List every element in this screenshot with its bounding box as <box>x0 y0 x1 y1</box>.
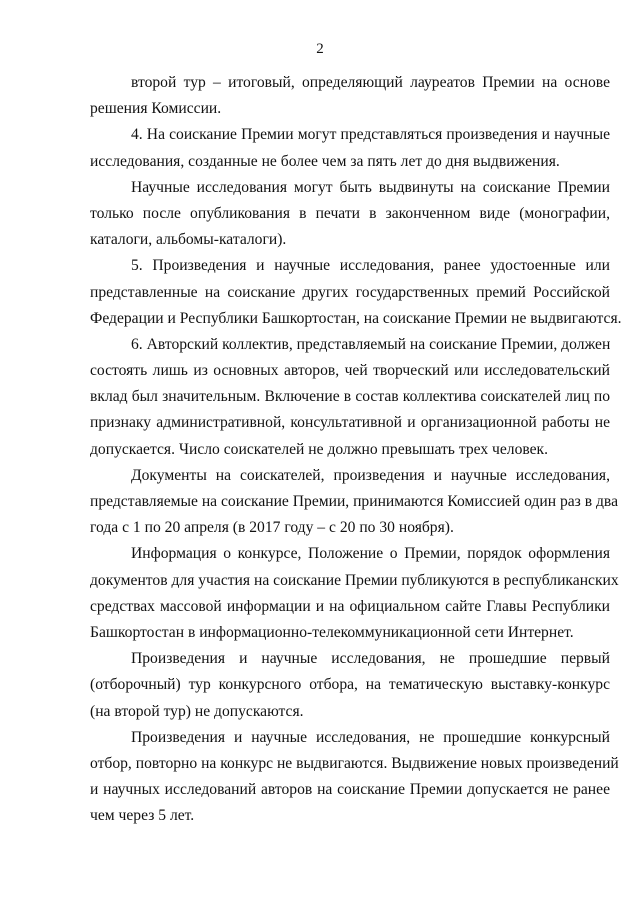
text-line: признаку административной, консультативной и организационной работы не <box>90 414 610 432</box>
text-line: только после опубликования в печати в законченном виде (монографии, <box>90 204 610 222</box>
text-line: (на второй тур) не допускаются. <box>90 702 304 720</box>
page-number: 2 <box>316 41 324 57</box>
text-line: 4. На соискание Премии могут представляться произведения и научные <box>131 126 610 144</box>
text-line: чем через 5 лет. <box>90 807 195 825</box>
text-line: Документы на соискателей, произведения и научные исследования, <box>131 466 610 484</box>
text-line: и научных исследований авторов на соискание Премии допускается не ранее <box>90 781 610 799</box>
text-line: средствах массовой информации и на официальном сайте Главы Республики <box>90 597 610 615</box>
text-line: Научные исследования могут быть выдвинуты на соискание Премии <box>131 178 610 196</box>
text-line: вклад был значительным. Включение в состав коллектива соискателей лиц по <box>90 388 610 406</box>
text-line: документов для участия на соискание Премии публикуются в республиканских <box>90 571 619 589</box>
text-line: исследования, созданные не более чем за пять лет до дня выдвижения. <box>90 152 560 170</box>
text-line: Федерации и Республики Башкортостан, на соискание Премии не выдвигаются. <box>90 309 622 327</box>
text-line: представляемые на соискание Премии, принимаются Комиссией один раз в два <box>90 493 619 510</box>
text-line: отбор, повторно на конкурс не выдвигаются. Выдвижение новых произведений <box>90 754 619 772</box>
text-line: Произведения и научные исследования, не прошедшие первый <box>131 650 610 668</box>
text-line: года с 1 по 20 апреля (в 2017 году – с 20 по 30 ноября). <box>90 519 454 537</box>
document-body <box>90 70 622 829</box>
text-line: каталоги, альбомы-каталоги). <box>90 231 287 249</box>
text-line: представленные на соискание других государственных премий Российской <box>90 283 610 301</box>
text-line: Произведения и научные исследования, не прошедшие конкурсный <box>131 728 610 746</box>
text-line: Башкортостан в информационно-телекоммуникационной сети Интернет. <box>90 623 574 641</box>
text-line: (отборочный) тур конкурсного отбора, на тематическую выставку-конкурс <box>90 676 610 694</box>
text-line: допускается. Число соискателей не должно превышать трех человек. <box>90 440 549 458</box>
text-line: 6. Авторский коллектив, представляемый на соискание Премии, должен <box>131 335 611 353</box>
text-line: Информация о конкурсе, Положение о Премии, порядок оформления <box>131 545 610 563</box>
text-line: состоять лишь из основных авторов, чей творческий или исследовательский <box>90 362 610 380</box>
text-line: 5. Произведения и научные исследования, ранее удостоенные или <box>131 257 610 275</box>
text-line: второй тур – итоговый, определяющий лауреатов Премии на основе <box>131 74 610 91</box>
text-line: решения Комиссии. <box>90 100 222 118</box>
